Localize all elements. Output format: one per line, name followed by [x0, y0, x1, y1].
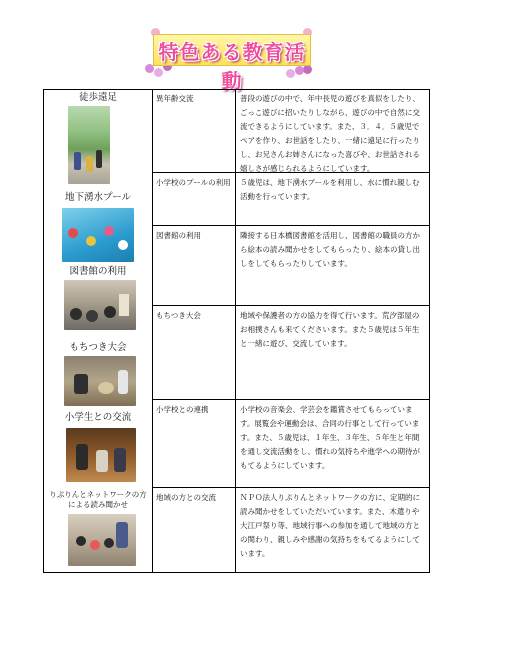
activity-description: 普段の遊びの中で、年中長児の遊びを真似をしたり、ごっこ遊びに招いたりしながら、遊びの中で自然に交流できるようにしています。また、３．４．５歳児でペアを作り、お世話をしたり、一緒に遠足に行ったりし、お兄さんお姉さんになった喜びや、お世話される嬉しさが感じられるようにしています。	[240, 94, 420, 173]
activity-name: 異年齢交流	[156, 94, 194, 103]
row-divider	[153, 225, 429, 226]
pool-photo	[62, 208, 134, 262]
activity-description: 地域や保護者の方の協力を得て行います。荒汐部屋のお相撲さんも来てくださいます。また５歳児は５年生と一緒に遊び、交流しています。	[240, 311, 420, 348]
elementary-exchange-photo	[66, 428, 136, 482]
row-divider	[153, 399, 429, 400]
photo-caption-mochi: もちつき大会	[69, 342, 127, 353]
library-photo	[64, 280, 136, 330]
activity-name: 小学校との連携	[156, 405, 209, 414]
activity-description: ＮＰＯ法人りぷりんとネットワークの方に、定期的に読み聞かせをしていただいています。また、木遣りや大江戸祭り等、地域行事への参加を通して地域の方との関わり、親しみや感謝の気持ちをもてるようにしています。	[240, 493, 420, 558]
activity-description: 隣接する日本橋図書館を活用し、図書館の職員の方から絵本の読み聞かせをしてもらったり、絵本の貸し出しをしてもらったりしています。	[240, 231, 420, 268]
mochi-photo	[64, 356, 136, 406]
read-aloud-photo	[68, 514, 136, 566]
activity-name: もちつき大会	[156, 311, 201, 320]
photo-caption-pool: 地下湧水プール	[64, 192, 132, 203]
photo-caption-readaloud: りぷりんとネットワークの方による読み聞かせ	[49, 490, 147, 509]
activity-name: 図書館の利用	[156, 231, 201, 240]
photo-caption-hiking: 徒歩遠足	[78, 92, 117, 103]
activity-description: ５歳児は、地下湧水プールを利用し、水に慣れ親しむ活動を行っています。	[240, 178, 420, 201]
activity-name: 小学校のプールの利用	[156, 178, 231, 187]
title-banner	[145, 24, 315, 93]
row-divider	[153, 487, 429, 488]
activity-description: 小学校の音楽会、学芸会を鑑賞させてもらっています。展覧会や運動会は、合同の行事として行っています。また、５歳児は、１年生、３年生、５年生と年間を通し交流活動をし、慣れの気持ちや進学への期待がもてるようにしています。	[240, 405, 420, 470]
row-divider	[153, 305, 429, 306]
photo-caption-elementary: 小学生との交流	[64, 412, 132, 423]
photo-caption-library: 図書館の利用	[69, 266, 127, 277]
page-title: 特色ある教育活動	[158, 40, 306, 93]
activities-table	[43, 89, 430, 573]
hiking-photo	[68, 106, 110, 184]
photo-column	[44, 90, 153, 572]
activity-name: 地域の方との交流	[156, 493, 216, 502]
